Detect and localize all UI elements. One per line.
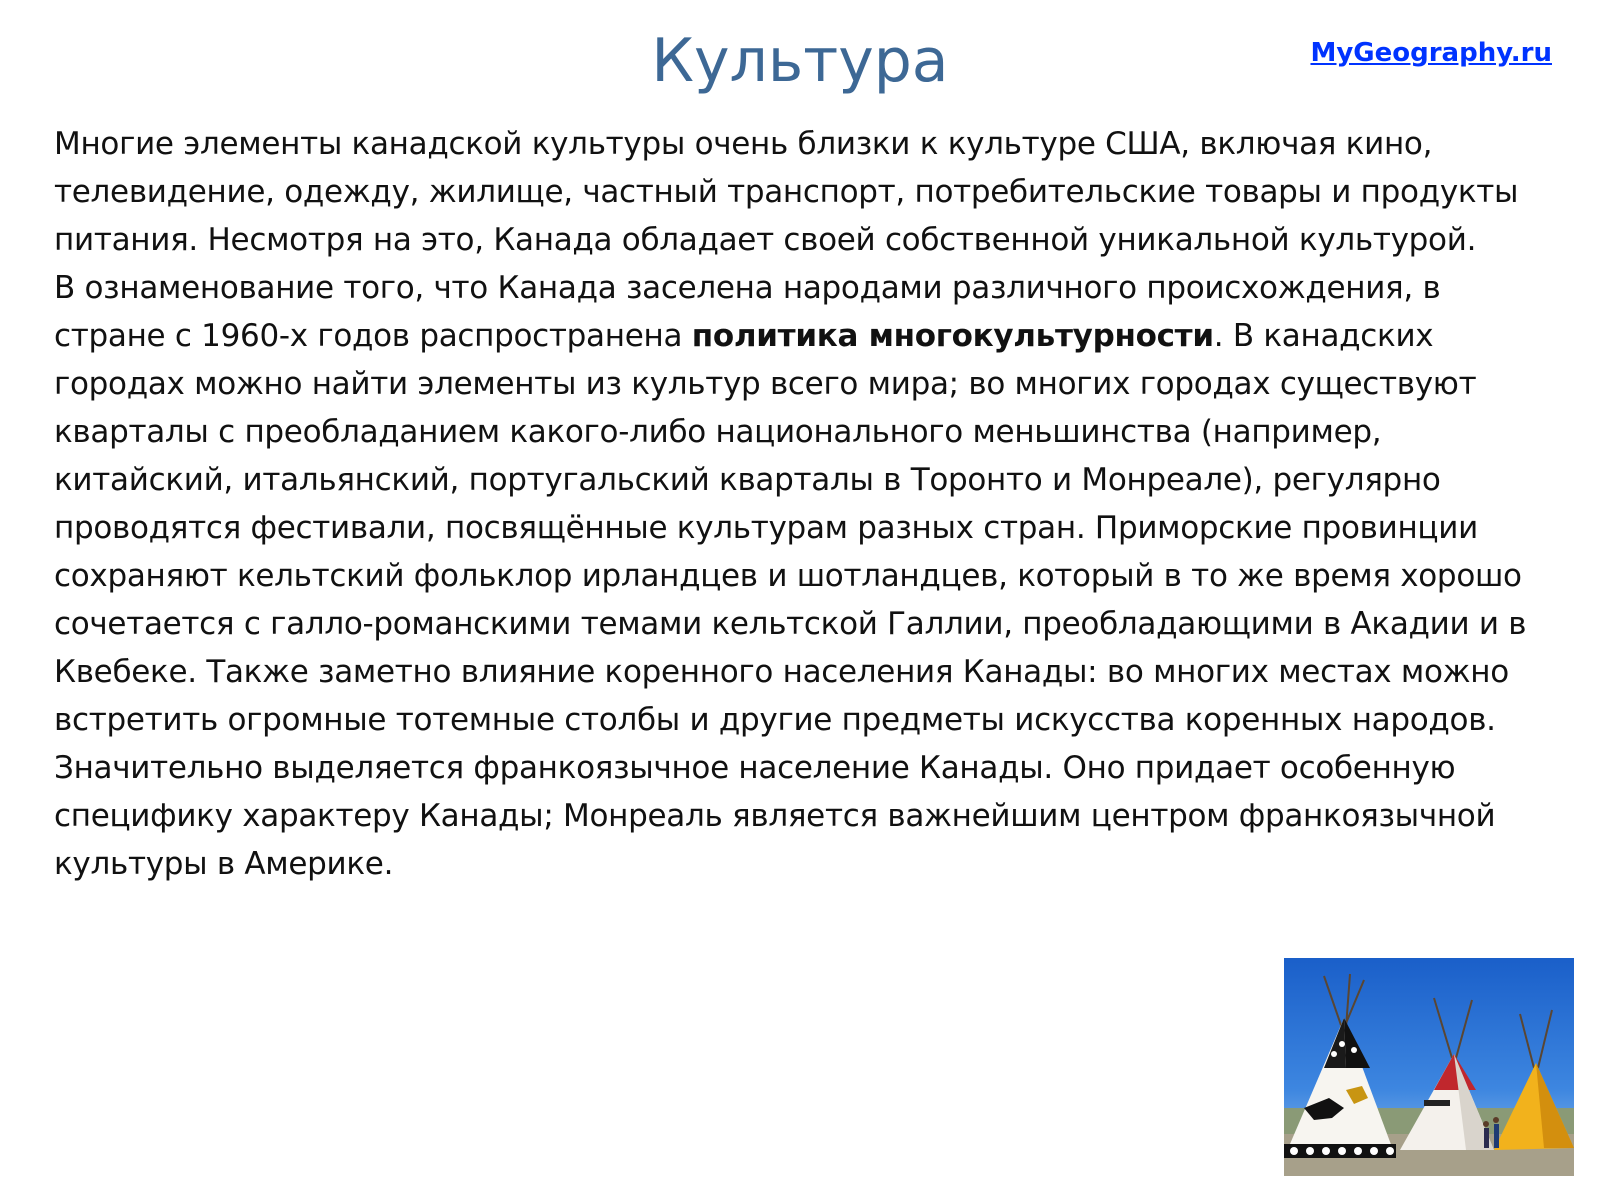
site-link[interactable]: MyGeography.ru bbox=[1310, 38, 1552, 68]
multiculturalism-term: политика многокультурности bbox=[691, 318, 1214, 354]
paragraph-2-start: В ознаменование того, что Канада заселена народами различного происхождения, в стране с 1960-х годов распространена bbox=[54, 270, 1441, 354]
paragraph-2 bbox=[54, 264, 1554, 744]
body-text bbox=[54, 120, 1554, 888]
paragraph-3: Значительно выделяется франкоязычное население Канады. Оно придает особенную специфику характеру Канады; Монреаль является важнейшим центром франкоязычной культуры в Америке. bbox=[54, 750, 1496, 882]
teepee-photo bbox=[1284, 958, 1574, 1176]
paragraph-2-end: . В канадских городах можно найти элементы из культур всего мира; во многих городах существуют кварталы с преобладанием какого-либо национального меньшинства (например, китайский, итальянский, португальский кварталы в Торонто и Монреале), регулярно проводятся фестивали, посвящённые культурам разных стран. Приморские провинции сохраняют кельтский фольклор ирландцев и шотландцев, который в то же время хорошо сочетается с галло-романскими темами кельтской Галлии, преобладающими в Акадии и в Квебеке. Также заметно влияние коренного населения Канады: во многих местах можно встретить огромные тотемные столбы и другие предметы искусства коренных народов. bbox=[54, 318, 1527, 738]
paragraph-1: Многие элементы канадской культуры очень близки к культуре США, включая кино, телевидение, одежду, жилище, частный транспорт, потребительские товары и продукты питания. Несмотря на это, Канада обладает своей собственной уникальной культурой. bbox=[54, 126, 1519, 258]
slide-title: Культура bbox=[651, 26, 949, 96]
